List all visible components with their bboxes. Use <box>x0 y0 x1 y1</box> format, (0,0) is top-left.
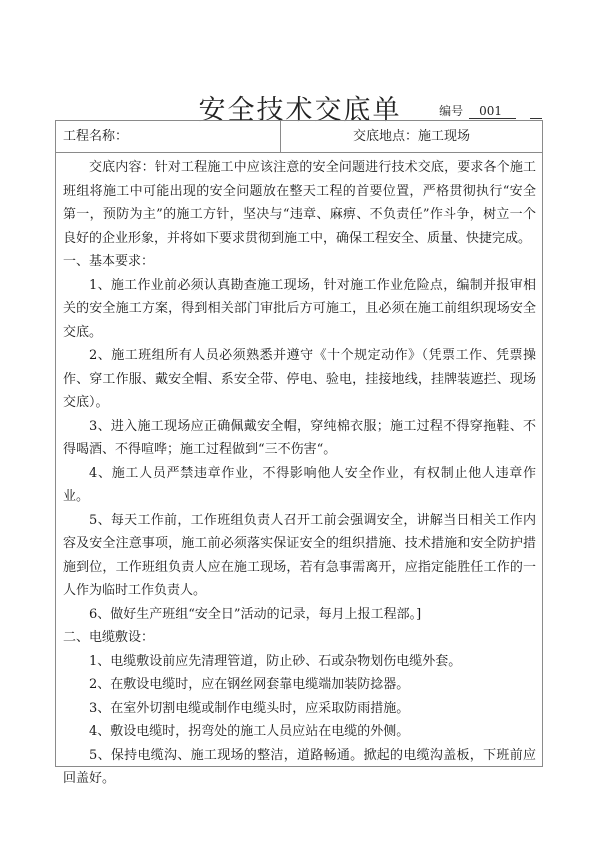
list-item: 4、施工人员严禁违章作业，不得影响他人安全作业，有权制止他人违章作业。 <box>63 465 536 504</box>
section-heading-cable-laying: 二、电缆敷设： <box>63 630 155 645</box>
handover-content <box>56 153 542 791</box>
list-item: 1、施工作业前必须认真勘查施工现场，针对施工作业危险点，编制并报审相关的安全施工方案，得到相关部门审批后方可施工，且必须在施工前组织现场安全交底。 <box>63 277 536 340</box>
serial-number <box>439 102 542 119</box>
serial-blank-field <box>530 106 542 119</box>
list-item: 5、保持电缆沟、施工现场的整洁，道路畅通。掀起的电缆沟盖板，下班前应回盖好。 <box>63 747 536 786</box>
list-item: 1、电缆敷设前应先清理管道，防止砂、石或杂物划伤电缆外套。 <box>89 653 462 669</box>
list-item: 3、在室外切割电缆或制作电缆头时，应采取防雨措施。 <box>89 700 410 716</box>
form-header-row <box>56 121 542 153</box>
serial-value: 001 <box>469 104 516 119</box>
handover-location-cell: 交底地点：施工现场 <box>352 129 470 144</box>
list-item: 2、施工班组所有人员必须熟悉并遵守《十个规定动作》（凭票工作、凭票操作、穿工作服、戴安全帽、系安全带、停电、验电，挂接地线，挂牌装遮拦、现场交底）。 <box>63 348 536 410</box>
document-title: 安全技术交底单 <box>198 95 402 127</box>
section-heading-basic-requirements: 一、基本要求： <box>63 254 155 269</box>
handover-form-table <box>55 120 543 786</box>
list-item: 5、每天工作前，工作班组负责人召开工前会强调安全，讲解当日相关工作内容及安全注意事项，施工前必须落实保证安全的组织措施、技术措施和安全防护措施到位，工作班组负责人应在施工现场，若有急事需离开，应指定能胜任工作的一人作为临时工作负责人。 <box>63 512 536 598</box>
project-name-cell: 工程名称： <box>56 121 281 152</box>
serial-label: 编号 <box>439 104 464 118</box>
list-item: 2、在敷设电缆时，应在钢丝网套靠电缆端加装防捻器。 <box>89 677 410 692</box>
list-item: 3、进入施工现场应正确佩戴安全帽，穿纯棉衣服；施工过程不得穿拖鞋、不得喝酒、不得喧哗；施工过程做到“三不伤害“。 <box>63 418 536 457</box>
intro-paragraph: 交底内容：针对工程施工中应该注意的安全问题进行技术交底，要求各个施工班组将施工中可能出现的安全问题放在整天工程的首要位置，严格贯彻执行“安全第一，预防为主”的施工方针，坚决与“违章、麻痹、不负责任”作斗争，树立一个良好的企业形象，并将如下要求贯彻到施工中，确保工程安全、质量、快捷完成。 <box>63 160 536 246</box>
list-item: 4、敷设电缆时，拐弯处的施工人员应站在电缆的外侧。 <box>89 724 410 739</box>
list-item: 6、做好生产班组“安全日”活动的记录，每月上报工程部。] <box>89 606 422 622</box>
